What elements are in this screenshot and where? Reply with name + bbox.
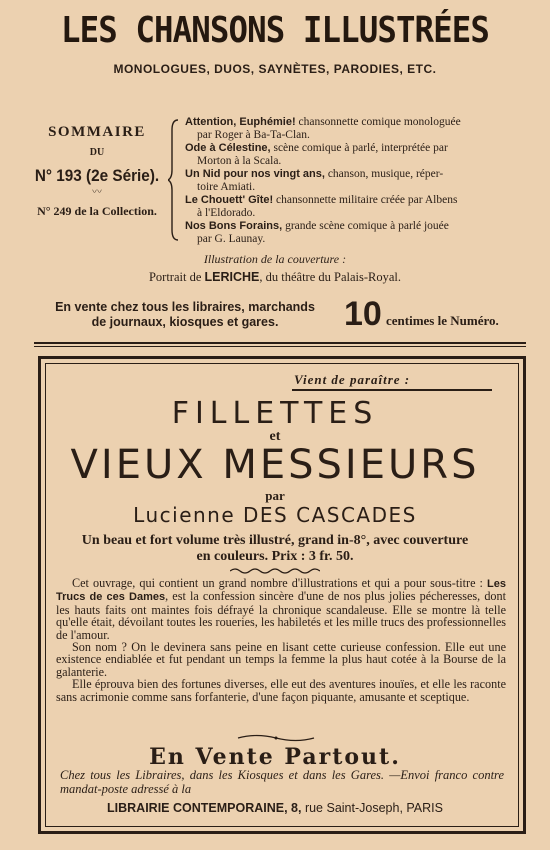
credit-name: LERICHE (204, 270, 260, 284)
song-title: Ode à Célestine, (185, 142, 271, 154)
book-desc-line-2: en couleurs. Prix : 3 fr. 50. (196, 549, 354, 564)
sale-notice (30, 300, 340, 330)
divider (34, 346, 526, 347)
distribution-note: Chez tous les Libraires, dans les Kiosques et dans les Gares. —Envoi franco contre mandat-poste adressé à la (60, 768, 504, 796)
wave-ornament: 〰 (92, 187, 102, 198)
list-item (185, 194, 530, 220)
publisher-street: rue Saint-Joseph, PARIS (301, 801, 443, 815)
song-desc-cont: par Roger à Ba-Ta-Clan. (197, 129, 310, 141)
song-desc: scène comique à parlé, interprétée par (270, 142, 448, 154)
blurb-text: Cet ouvrage, qui contient un grand nombre d'illustrations et qui a pour sous-titre : (72, 576, 488, 590)
curly-brace-icon (168, 118, 180, 242)
issue-number: N° 193 (2e Série). (34, 166, 160, 185)
en-vente-partout: En Vente Partout. (149, 744, 401, 770)
sommaire-list (185, 116, 530, 246)
song-desc: grande scène comique à parlé jouée (282, 220, 449, 232)
book-title-et: et (269, 429, 281, 444)
blurb-paragraph: Son nom ? On le devinera sans peine en lisant cette curieuse confession. Elle eut une existence endiablée et fut pendant un temps la femme la plus haut cotée à la Bourse de la galanterie. (56, 640, 506, 679)
song-desc: chansonnette militaire créée par Albens (273, 194, 458, 206)
book-par: par (265, 488, 285, 503)
book-title-line-2: VIEUX MESSIEURS (70, 442, 480, 488)
list-item (185, 168, 530, 194)
vient-de-paraitre: Vient de paraître : (294, 372, 411, 387)
song-title: Un Nid pour nos vingt ans, (185, 168, 325, 180)
divider (34, 342, 526, 344)
song-desc: chanson, musique, réper- (324, 168, 444, 180)
sommaire-block (22, 124, 172, 219)
song-desc-cont: Morton à la Scala. (197, 155, 282, 167)
blurb-subtitle: Les Trucs de ces Dames (56, 578, 506, 604)
song-desc-cont: par G. Launay. (197, 233, 266, 245)
collection-number: N° 249 de la Collection. (37, 204, 157, 218)
song-desc-cont: à l'Eldorado. (197, 207, 256, 219)
blurb-text: , est la confession sincère d'une de nos plus jolies pécheresses, dont les hauts faits ont maintes fois défrayé la chronique scandaleuse. Elle se montre là telle qu'elle était, dévoilant toutes les roueries, les habiletés et les mille trucs des professionnelles de l'amour. (56, 589, 506, 642)
credit-prefix: Portrait de (148, 270, 205, 284)
song-title: Le Chouett' Gîte! (185, 194, 274, 206)
book-title-line-1: FILLETTES (171, 396, 379, 431)
song-desc: chansonnette comique monologuée (295, 116, 461, 128)
book-desc-line-1: Un beau et fort volume très illustré, grand in-8°, avec couverture (81, 533, 469, 548)
page-subtitle: MONOLOGUES, DUOS, SAYNÈTES, PARODIES, ETC. (113, 62, 437, 76)
sommaire-heading: SOMMAIRE (48, 124, 146, 140)
page-title: LES CHANSONS ILLUSTRÉES (61, 10, 489, 51)
song-title: Nos Bons Forains, (185, 220, 283, 232)
song-desc-cont: toire Amiati. (197, 181, 256, 193)
list-item (185, 116, 530, 142)
list-item (185, 220, 530, 246)
sale-line-1: En vente chez tous les libraires, marchands (55, 300, 315, 314)
sommaire-du: DU (89, 147, 105, 158)
illustration-credit (0, 270, 550, 285)
illustration-caption: Illustration de la couverture : (203, 252, 347, 266)
blurb-paragraph (56, 577, 506, 641)
blurb-paragraph: Elle éprouva bien des fortunes diverses, elle eut des aventures inouïes, et elle les raconte sans acrimonie comme sans forfanterie, d'une façon piquante, amusante et sceptique. (56, 677, 506, 704)
publisher-name: LIBRAIRIE CONTEMPORAINE, 8, (107, 801, 302, 815)
flourish-ornament-icon (236, 733, 316, 743)
price-text: centimes le Numéro. (386, 313, 499, 328)
book-description (0, 533, 550, 565)
song-title: Attention, Euphémie! (185, 116, 296, 128)
book-blurb (56, 577, 506, 703)
price-number: 10 (344, 295, 382, 333)
credit-suffix: , du théâtre du Palais-Royal. (259, 270, 402, 284)
list-item (185, 142, 530, 168)
book-author: Lucienne DES CASCADES (133, 503, 417, 527)
sale-line-2: de journaux, kiosques et gares. (91, 315, 279, 329)
wave-ornament-icon (230, 567, 320, 575)
divider (292, 389, 492, 391)
publisher-address (0, 801, 550, 815)
